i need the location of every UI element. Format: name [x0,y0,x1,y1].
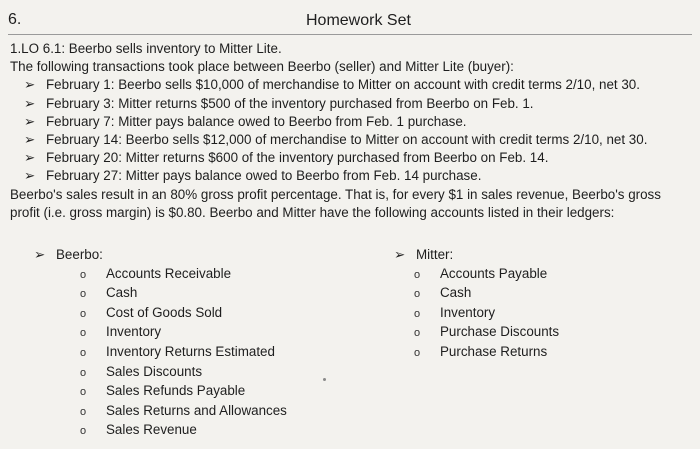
transaction-item: ➢ February 1: Beerbo sells $10,000 of merchandise to Mitter on account with credit terms 2/10, net 30. [10,76,694,94]
arrow-bullet-icon: ➢ [24,77,36,93]
circle-bullet-icon: o [80,425,87,438]
page-number: 6. [8,11,22,28]
account-item: o Sales Revenue [34,421,287,441]
account-item: o Sales Refunds Payable [34,382,287,402]
circle-bullet-icon: o [80,288,87,301]
circle-bullet-icon: o [80,307,87,320]
arrow-bullet-icon: ➢ [24,132,36,148]
account-item: o Sales Discounts [34,363,287,383]
mitter-ledger-title: ➢ Mitter: [394,246,559,265]
transaction-item: ➢ February 14: Beerbo sells $12,000 of merchandise to Mitter on account with credit terms 2/10, net 30. [10,131,694,149]
stray-dot [323,378,326,381]
transaction-list [10,76,694,185]
transaction-item: ➢ February 3: Mitter returns $500 of the inventory purchased from Beerbo on Feb. 1. [10,95,694,113]
account-item: o Sales Returns and Allowances [34,402,287,422]
arrow-bullet-icon: ➢ [394,247,406,262]
circle-bullet-icon: o [414,346,421,359]
problem-text [10,40,694,222]
transaction-item: ➢ February 7: Mitter pays balance owed to Beerbo from Feb. 1 purchase. [10,113,694,131]
circle-bullet-icon: o [80,386,87,399]
transaction-item: ➢ February 20: Mitter returns $600 of the inventory purchased from Beerbo on Feb. 14. [10,149,694,167]
mitter-ledger [394,246,559,363]
account-item: o Inventory [394,304,559,324]
circle-bullet-icon: o [80,405,87,418]
account-item: o Accounts Payable [394,265,559,285]
arrow-bullet-icon: ➢ [24,150,36,166]
problem-heading: 1.LO 6.1: Beerbo sells inventory to Mitter Lite. [10,41,282,56]
circle-bullet-icon: o [80,346,87,359]
account-item: o Inventory Returns Estimated [34,343,287,363]
transaction-item: ➢ February 27: Mitter pays balance owed to Beerbo from Feb. 14 purchase. [10,167,694,185]
beerbo-ledger [34,246,287,441]
beerbo-ledger-title: ➢ Beerbo: [34,246,287,265]
circle-bullet-icon: o [414,307,421,320]
account-item: o Cash [394,284,559,304]
account-item: o Accounts Receivable [34,265,287,285]
gross-profit-note-line-2: profit (i.e. gross margin) is $0.80. Beerbo and Mitter have the following accounts listed in their ledgers: [10,204,615,220]
circle-bullet-icon: o [80,327,87,340]
account-item: o Purchase Returns [394,343,559,363]
page-header [8,8,692,35]
arrow-bullet-icon: ➢ [24,95,36,111]
circle-bullet-icon: o [414,268,421,281]
account-item: o Inventory [34,323,287,343]
account-item: o Cost of Goods Sold [34,304,287,324]
circle-bullet-icon: o [414,327,421,340]
arrow-bullet-icon: ➢ [34,247,46,262]
homework-title: Homework Set [306,12,411,29]
account-item: o Cash [34,284,287,304]
problem-intro: The following transactions took place between Beerbo (seller) and Mitter Lite (buyer): [10,59,514,75]
circle-bullet-icon: o [80,366,87,379]
gross-profit-note-line-1: Beerbo's sales result in an 80% gross profit percentage. That is, for every $1 in sales revenue, Beerbo's gross [10,186,661,202]
circle-bullet-icon: o [80,268,87,281]
circle-bullet-icon: o [414,288,421,301]
account-item: o Purchase Discounts [394,323,559,343]
arrow-bullet-icon: ➢ [24,113,36,129]
arrow-bullet-icon: ➢ [24,168,36,184]
